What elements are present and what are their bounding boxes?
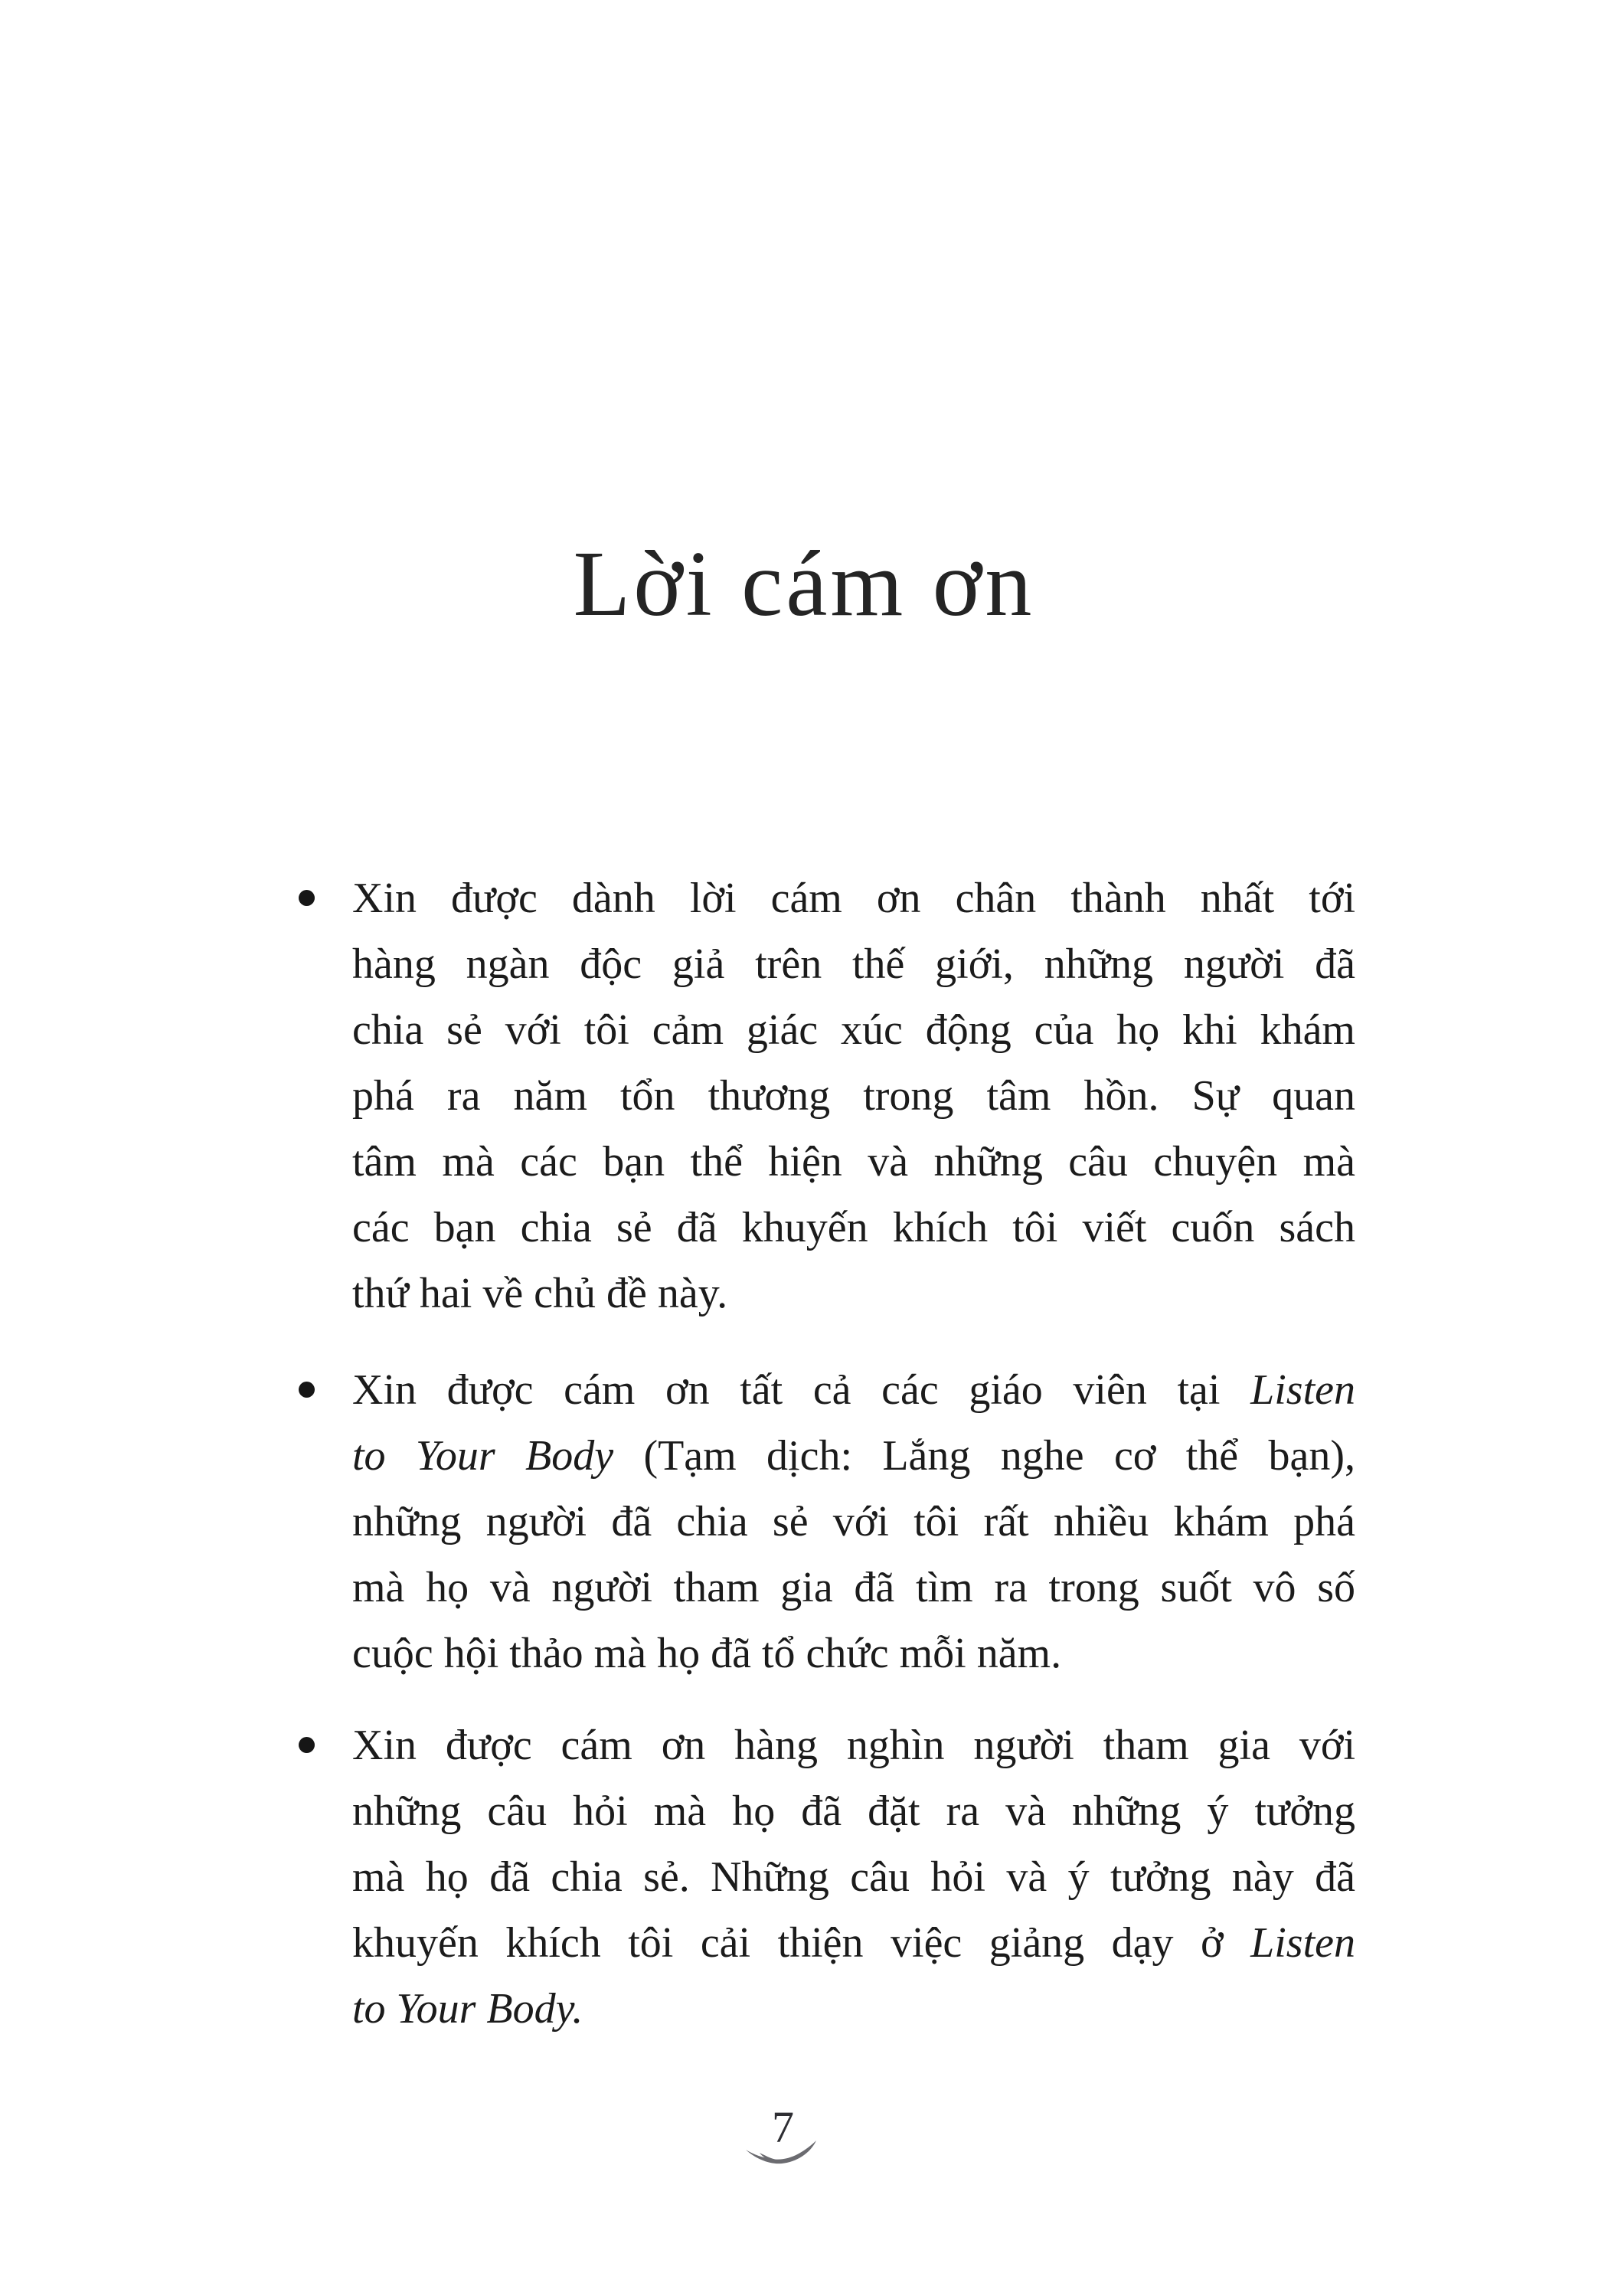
bullet-dot-icon <box>299 1382 315 1398</box>
text-line <box>352 1261 1355 1326</box>
text-segment-italic: to Your Body. <box>352 1985 583 2033</box>
swoosh-flourish-icon <box>746 2140 818 2164</box>
bullet-dot-icon <box>299 890 315 906</box>
page-footer <box>0 2102 1608 2177</box>
page-number-block <box>741 2102 833 2177</box>
text-segment: mà họ đã chia sẻ. Những câu hỏi và ý tưởng này đã <box>352 1853 1355 1901</box>
bullet-item <box>352 1357 1355 1686</box>
text-segment: những người đã chia sẻ với tôi rất nhiều khám phá <box>352 1498 1355 1545</box>
text-line <box>352 1621 1355 1686</box>
text-line <box>352 1063 1355 1129</box>
text-line <box>352 1555 1355 1621</box>
text-line <box>352 1489 1355 1555</box>
text-segment-italic: to Your Body <box>352 1432 644 1480</box>
text-line <box>352 931 1355 997</box>
text-line <box>352 1976 1355 2042</box>
text-segment: cuộc hội thảo mà họ đã tổ chức mỗi năm. <box>352 1630 1062 1677</box>
bullet-item <box>352 865 1355 1326</box>
text-line <box>352 1910 1355 1976</box>
text-segment: tâm mà các bạn thể hiện và những câu chuyện mà <box>352 1138 1355 1186</box>
text-line <box>352 1357 1355 1423</box>
text-line <box>352 1778 1355 1844</box>
text-segment: Xin được cám ơn hàng nghìn người tham gia với <box>352 1722 1355 1769</box>
text-line <box>352 1844 1355 1910</box>
text-line <box>352 1712 1355 1778</box>
text-segment: chia sẻ với tôi cảm giác xúc động của họ khi khám <box>352 1006 1355 1054</box>
text-line <box>352 1129 1355 1195</box>
text-line <box>352 1195 1355 1261</box>
text-segment-italic: Listen <box>1250 1919 1355 1967</box>
text-segment: thứ hai về chủ đề này. <box>352 1270 728 1317</box>
text-segment: Xin được dành lời cám ơn chân thành nhất tới <box>352 875 1355 922</box>
page-title: Lời cám ơn <box>573 532 1035 636</box>
text-line <box>352 865 1355 931</box>
text-line <box>352 1423 1355 1489</box>
text-segment: Xin được cám ơn tất cả các giáo viên tại <box>352 1366 1251 1414</box>
page-number: 7 <box>772 2102 794 2152</box>
bullet-dot-icon <box>299 1737 315 1753</box>
text-segment-italic: Listen <box>1250 1366 1355 1414</box>
text-segment: mà họ và người tham gia đã tìm ra trong suốt vô số <box>352 1564 1355 1611</box>
text-segment: phá ra năm tổn thương trong tâm hồn. Sự quan <box>352 1072 1355 1120</box>
acknowledgments-list <box>352 865 1355 2072</box>
bullet-item <box>352 1712 1355 2042</box>
text-line <box>352 997 1355 1063</box>
text-segment: (Tạm dịch: Lắng nghe cơ thể bạn), <box>643 1432 1355 1480</box>
text-segment: khuyến khích tôi cải thiện việc giảng dạy ở <box>352 1919 1251 1967</box>
text-segment: các bạn chia sẻ đã khuyến khích tôi viết cuốn sách <box>352 1204 1355 1251</box>
text-segment: những câu hỏi mà họ đã đặt ra và những ý tưởng <box>352 1787 1355 1835</box>
text-segment: hàng ngàn độc giả trên thế giới, những người đã <box>352 940 1355 988</box>
